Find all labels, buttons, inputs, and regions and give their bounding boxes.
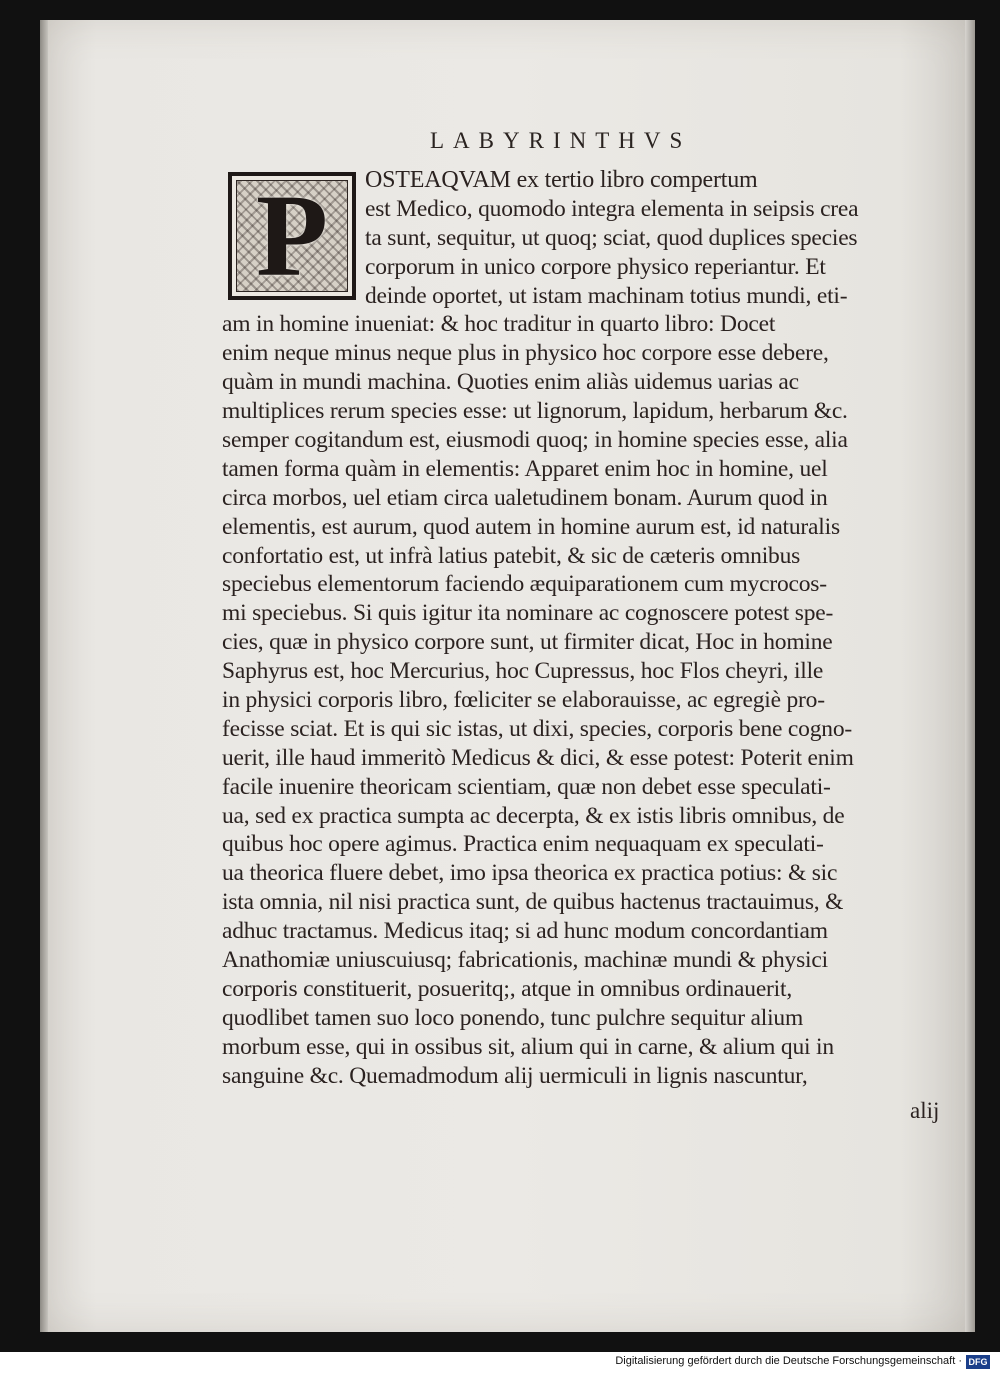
page-binding-edge <box>40 20 48 1332</box>
footer-credit: Digitalisierung gefördert durch die Deutsche Forschungsgemeinschaft · <box>615 1355 962 1367</box>
text-line: circa morbos, uel etiam circa ualetudinem bonam. Aurum quod in <box>222 484 828 511</box>
text-line: OSTEAQVAM ex tertio libro compertum <box>365 167 758 193</box>
text-line: quodlibet tamen suo loco ponendo, tunc pulchre sequitur alium <box>222 1004 804 1031</box>
text-line: fecisse sciat. Et is qui sic istas, ut dixi, species, corporis bene cogno- <box>222 715 852 742</box>
text-line: cies, quæ in physico corpore sunt, ut firmiter dicat, Hoc in homine <box>222 629 833 656</box>
text-line: ista omnia, nil nisi practica sunt, de quibus hactenus tractauimus, & <box>222 889 844 916</box>
text-line: quàm in mundi machina. Quoties enim aliàs uidemus uarias ac <box>222 369 799 396</box>
text-line: elementis, est aurum, quod autem in homine aurum est, id naturalis <box>222 513 840 540</box>
text-line: Anathomiæ uniuscuiusq; fabricationis, machinæ mundi & physici <box>222 947 828 974</box>
text-line: am in homine inueniat: & hoc traditur in quarto libro: Docet <box>222 311 776 338</box>
body-text <box>222 166 952 1091</box>
text-line: semper cogitandum est, eiusmodi quoq; in homine species esse, alia <box>222 427 848 454</box>
text-line: est Medico, quomodo integra elementa in seipsis crea <box>365 195 859 222</box>
text-line: adhuc tractamus. Medicus itaq; si ad hunc modum concordantiam <box>222 918 828 945</box>
catchword: alij <box>910 1098 940 1123</box>
text-line: in physici corporis libro, fœliciter se elaborauisse, ac egregiè pro- <box>222 687 825 714</box>
text-line: speciebus elementorum faciendo æquiparationem cum mycrocos- <box>222 571 827 598</box>
text-line: confortatio est, ut infrà latius patebit, & sic de cæteris omnibus <box>222 542 801 569</box>
text-line: ua, sed ex practica sumpta ac decerpta, & ex istis libris omnibus, de <box>222 802 845 829</box>
dfg-logo-icon: DFG <box>966 1355 990 1369</box>
text-line: corporis constituerit, posueritq;, atque in omnibus ordinauerit, <box>222 975 793 1002</box>
initial-letter: P <box>255 170 329 301</box>
text-line: ta sunt, sequitur, ut quoq; sciat, quod duplices species <box>365 224 858 251</box>
text-line: corporum in unico corpore physico reperiantur. Et <box>365 253 826 280</box>
running-head: LABYRINTHVS <box>430 128 692 153</box>
text-line: tamen forma quàm in elementis: Apparet enim hoc in homine, uel <box>222 455 828 482</box>
text-line: morbum esse, qui in ossibus sit, alium qui in carne, & alium qui in <box>222 1033 834 1060</box>
text-line: sanguine &c. Quemadmodum alij uermiculi in lignis nascuntur, <box>222 1062 808 1089</box>
text-line: Saphyrus est, hoc Mercurius, hoc Cupressus, hoc Flos cheyri, ille <box>222 658 824 685</box>
text-line: enim neque minus neque plus in physico hoc corpore esse debere, <box>222 340 829 367</box>
text-line: facile inuenire theoricam scientiam, quæ non debet esse speculati- <box>222 773 831 800</box>
text-line: quibus hoc opere agimus. Practica enim nequaquam ex speculati- <box>222 831 824 858</box>
text-line: ua theorica fluere debet, imo ipsa theorica ex practica potius: & sic <box>222 860 838 887</box>
text-line: mi speciebus. Si quis igitur ita nominare ac cognoscere potest spe- <box>222 600 834 627</box>
text-line: deinde oportet, ut istam machinam totius mundi, eti- <box>365 282 848 309</box>
page-outer-edge <box>965 20 975 1332</box>
text-line: multiplices rerum species esse: ut lignorum, lapidum, herbarum &c. <box>222 398 848 425</box>
text-line: uerit, ille haud immeritò Medicus & dici, & esse potest: Poterit enim <box>222 744 854 771</box>
